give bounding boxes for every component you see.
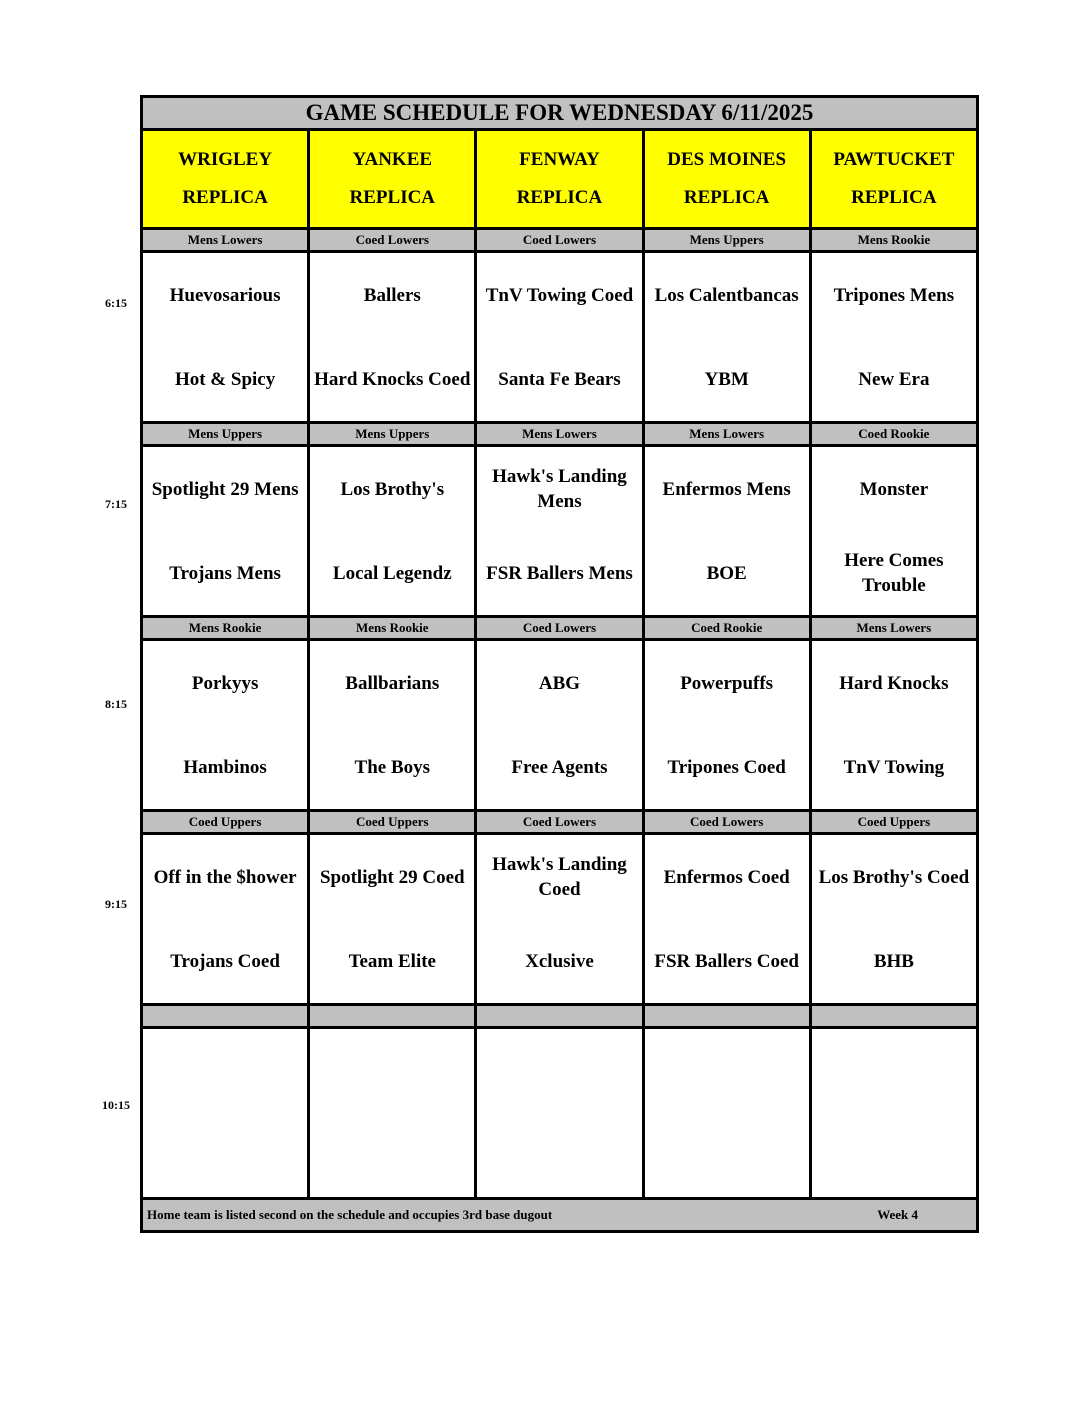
division-label: Mens Rookie <box>810 229 977 252</box>
away-team <box>645 1029 809 1113</box>
division-label: Coed Rookie <box>810 423 977 446</box>
time-label: 9:15 <box>105 897 127 911</box>
field-subtitle: REPLICA <box>349 187 436 208</box>
game-cell <box>810 446 977 617</box>
time-label: 7:15 <box>105 497 127 511</box>
away-team: Los Brothy's Coed <box>818 866 970 888</box>
away-team <box>812 1029 976 1113</box>
division-label: Coed Lowers <box>476 617 643 640</box>
game-cell <box>643 252 810 423</box>
field-header <box>643 130 810 229</box>
home-team <box>812 1113 976 1197</box>
game-cell <box>309 1028 476 1199</box>
game-cell <box>142 1028 309 1199</box>
game-cell <box>476 1028 643 1199</box>
away-team: Spotlight 29 Mens <box>151 478 299 500</box>
division-label: Mens Lowers <box>142 229 309 252</box>
away-team: TnV Towing Coed <box>485 284 634 306</box>
game-cell <box>810 834 977 1005</box>
game-cell <box>309 252 476 423</box>
division-label: Coed Lowers <box>309 229 476 252</box>
home-team: FSR Ballers Coed <box>654 950 799 972</box>
game-cell <box>810 640 977 811</box>
title-row <box>142 97 978 130</box>
game-cell <box>309 834 476 1005</box>
home-team: Hambinos <box>183 756 267 778</box>
division-label: Coed Rookie <box>643 617 810 640</box>
away-team <box>477 1029 641 1113</box>
division-label: Mens Uppers <box>142 423 309 446</box>
week-label: Week 4 <box>877 1207 918 1222</box>
division-label: Mens Rookie <box>309 617 476 640</box>
games-row <box>142 446 978 617</box>
division-label <box>810 1005 977 1028</box>
away-team: Los Calentbancas <box>654 284 799 306</box>
field-header-row <box>142 130 978 229</box>
home-team: YBM <box>704 368 749 390</box>
game-cell <box>643 1028 810 1199</box>
field-name: FENWAY <box>519 149 600 170</box>
division-label: Mens Uppers <box>309 423 476 446</box>
field-header <box>476 130 643 229</box>
game-cell <box>476 252 643 423</box>
home-team: New Era <box>858 368 930 390</box>
home-team <box>477 1113 641 1197</box>
division-label <box>476 1005 643 1028</box>
games-row <box>142 640 978 811</box>
home-team: BOE <box>706 562 747 584</box>
away-team: Hard Knocks <box>839 672 949 694</box>
games-row <box>142 1028 978 1199</box>
game-cell <box>643 834 810 1005</box>
time-label: 6:15 <box>105 296 127 310</box>
home-team: Here Comes Trouble <box>844 550 944 596</box>
game-cell <box>476 834 643 1005</box>
away-team: Powerpuffs <box>680 672 774 694</box>
field-header <box>309 130 476 229</box>
division-label: Mens Lowers <box>476 423 643 446</box>
home-team: Trojans Mens <box>169 562 281 584</box>
division-row <box>142 617 978 640</box>
games-row <box>142 252 978 423</box>
home-team: Tripones Coed <box>667 756 786 778</box>
field-subtitle: REPLICA <box>851 187 937 208</box>
division-label: Mens Uppers <box>643 229 810 252</box>
away-team <box>310 1029 474 1113</box>
footer-note: Home team is listed second on the schedule and occupies 3rd base dugout <box>147 1207 553 1222</box>
schedule-table <box>140 95 979 1233</box>
page-title: GAME SCHEDULE FOR WEDNESDAY 6/11/2025 <box>142 97 978 130</box>
away-team: Off in the $hower <box>153 866 297 888</box>
division-label: Mens Lowers <box>643 423 810 446</box>
away-team: Los Brothy's <box>340 478 445 500</box>
division-row <box>142 1005 978 1028</box>
footer-row <box>142 1199 978 1232</box>
home-team <box>143 1113 307 1197</box>
away-team: Enfermos Mens <box>662 478 791 500</box>
home-team: Hot & Spicy <box>174 368 276 390</box>
home-team: Team Elite <box>348 950 436 972</box>
away-team: Enfermos Coed <box>663 866 790 888</box>
field-header <box>810 130 977 229</box>
home-team: Free Agents <box>511 756 608 778</box>
game-cell <box>476 446 643 617</box>
game-cell <box>476 640 643 811</box>
game-cell <box>643 640 810 811</box>
home-team: TnV Towing <box>843 756 945 778</box>
division-label: Coed Lowers <box>476 229 643 252</box>
game-cell <box>309 446 476 617</box>
home-team: FSR Ballers Mens <box>486 562 633 584</box>
home-team: Santa Fe Bears <box>498 368 621 390</box>
game-cell <box>810 1028 977 1199</box>
home-team <box>645 1113 809 1197</box>
game-cell <box>810 252 977 423</box>
game-cell <box>142 640 309 811</box>
division-label: Coed Lowers <box>476 811 643 834</box>
game-cell <box>142 834 309 1005</box>
home-team: Xclusive <box>525 950 594 972</box>
division-label <box>142 1005 309 1028</box>
home-team: Local Legendz <box>332 562 452 584</box>
field-subtitle: REPLICA <box>516 187 603 208</box>
division-label <box>643 1005 810 1028</box>
division-row <box>142 423 978 446</box>
time-label: 10:15 <box>102 1098 130 1112</box>
home-team: Trojans Coed <box>170 950 280 972</box>
game-cell <box>142 446 309 617</box>
game-cell <box>309 640 476 811</box>
away-team: ABG <box>538 672 581 694</box>
field-subtitle: REPLICA <box>683 187 770 208</box>
away-team <box>143 1029 307 1113</box>
away-team: Tripones Mens <box>833 284 955 306</box>
away-team: Ballbarians <box>345 672 440 694</box>
division-row <box>142 811 978 834</box>
away-team: Porkyys <box>191 672 259 694</box>
home-team: BHB <box>873 950 914 972</box>
away-team: Monster <box>859 478 929 500</box>
division-label: Coed Lowers <box>643 811 810 834</box>
division-label: Mens Lowers <box>810 617 977 640</box>
home-team: Hard Knocks Coed <box>314 368 471 390</box>
home-team <box>310 1113 474 1197</box>
away-team: Ballers <box>363 284 421 306</box>
field-header <box>142 130 309 229</box>
away-team: Huevosarious <box>169 284 281 306</box>
field-name: PAWTUCKET <box>833 149 955 170</box>
field-name: YANKEE <box>352 149 433 170</box>
games-row <box>142 834 978 1005</box>
field-name: WRIGLEY <box>178 149 273 170</box>
game-cell <box>142 252 309 423</box>
field-name: DES MOINES <box>667 149 787 170</box>
division-row <box>142 229 978 252</box>
footer <box>142 1199 978 1232</box>
home-team: The Boys <box>354 756 431 778</box>
field-subtitle: REPLICA <box>182 187 268 208</box>
time-label: 8:15 <box>105 697 127 711</box>
division-label: Coed Uppers <box>810 811 977 834</box>
away-team: Hawk's Landing Mens <box>492 466 627 512</box>
division-label: Coed Uppers <box>309 811 476 834</box>
division-label: Coed Uppers <box>142 811 309 834</box>
away-team: Hawk's Landing Coed <box>492 854 627 900</box>
division-label <box>309 1005 476 1028</box>
away-team: Spotlight 29 Coed <box>319 866 465 888</box>
game-cell <box>643 446 810 617</box>
division-label: Mens Rookie <box>142 617 309 640</box>
